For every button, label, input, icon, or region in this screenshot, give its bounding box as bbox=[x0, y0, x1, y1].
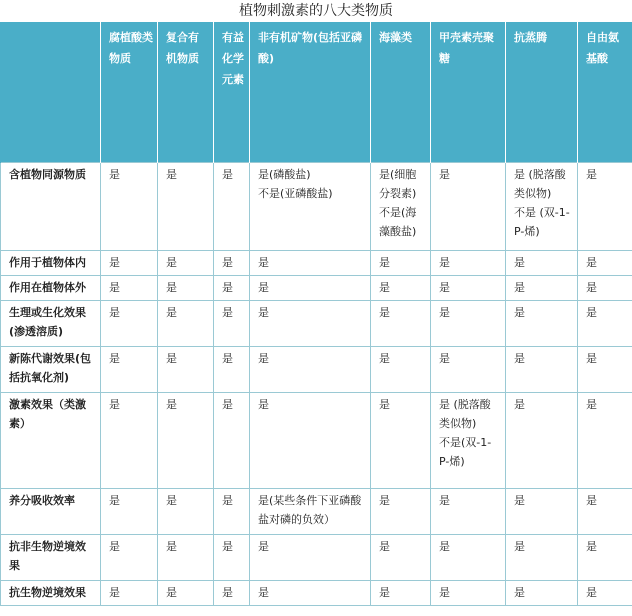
table-caption: 植物刺激素的八大类物质 bbox=[239, 3, 393, 19]
table-cell: 是 bbox=[371, 534, 431, 580]
table-cell: 是 bbox=[214, 275, 250, 300]
table-cell: 是 bbox=[214, 580, 250, 605]
table-cell: 是 bbox=[371, 275, 431, 300]
table-cell: 是(细胞分裂素) 不是(海藻酸盐) bbox=[371, 162, 431, 250]
table-cell: 是 bbox=[158, 346, 214, 392]
table-cell: 是 bbox=[578, 300, 632, 346]
row-label: 激素效果（类激素） bbox=[1, 392, 101, 488]
row-label: 作用于植物体内 bbox=[1, 250, 101, 275]
header-amino-acids: 自由氨基酸 bbox=[578, 22, 632, 162]
table-row bbox=[1, 275, 632, 300]
table-cell: 是 bbox=[158, 392, 214, 488]
table-cell: 是 bbox=[250, 300, 371, 346]
table-cell: 是 bbox=[506, 488, 578, 534]
table-cell: 是 bbox=[101, 580, 158, 605]
table-cell: 是 bbox=[431, 250, 506, 275]
table-cell: 是 bbox=[578, 580, 632, 605]
header-chitosan: 甲壳素壳聚糖 bbox=[431, 22, 506, 162]
table-cell: 是 bbox=[214, 488, 250, 534]
table-cell: 是 bbox=[250, 250, 371, 275]
table-row bbox=[1, 250, 632, 275]
table-cell: 是 bbox=[431, 300, 506, 346]
table-cell: 是 bbox=[158, 534, 214, 580]
table-cell: 是 bbox=[431, 275, 506, 300]
table-cell: 是 bbox=[578, 534, 632, 580]
biostimulant-comparison-table bbox=[0, 22, 632, 606]
table-cell: 是 bbox=[371, 392, 431, 488]
table-cell: 是 bbox=[158, 580, 214, 605]
row-label: 生理或生化效果(渗透溶质) bbox=[1, 300, 101, 346]
table-cell: 是 bbox=[506, 250, 578, 275]
table-row bbox=[1, 580, 632, 605]
table-cell: 是 bbox=[431, 162, 506, 250]
table-cell: 是 bbox=[158, 250, 214, 275]
table-row bbox=[1, 392, 632, 488]
table-cell: 是 bbox=[506, 534, 578, 580]
table-cell: 是 bbox=[431, 488, 506, 534]
header-humic-acid: 腐植酸类物质 bbox=[101, 22, 158, 162]
table-cell: 是 bbox=[101, 346, 158, 392]
table-cell: 是 bbox=[578, 250, 632, 275]
header-corner bbox=[1, 22, 101, 162]
table-row bbox=[1, 162, 632, 250]
header-beneficial-elements: 有益化学元素 bbox=[214, 22, 250, 162]
table-cell: 是 bbox=[371, 300, 431, 346]
header-antitranspirant: 抗蒸腾 bbox=[506, 22, 578, 162]
table-header-row bbox=[1, 22, 632, 162]
table-cell: 是 bbox=[431, 534, 506, 580]
row-label: 含植物同源物质 bbox=[1, 162, 101, 250]
table-cell: 是 bbox=[158, 300, 214, 346]
header-inorganic-minerals: 非有机矿物(包括亚磷酸) bbox=[250, 22, 371, 162]
table-cell: 是 bbox=[158, 275, 214, 300]
table-cell: 是 bbox=[578, 275, 632, 300]
table-cell: 是 bbox=[371, 580, 431, 605]
table-row bbox=[1, 300, 632, 346]
table-cell: 是 bbox=[101, 162, 158, 250]
table-cell: 是 bbox=[578, 162, 632, 250]
table-cell: 是 bbox=[101, 300, 158, 346]
table-row bbox=[1, 488, 632, 534]
row-label: 抗非生物逆境效果 bbox=[1, 534, 101, 580]
table-cell: 是 (脱落酸类似物) 不是 (双-1-P-烯) bbox=[506, 162, 578, 250]
table-cell: 是 bbox=[578, 392, 632, 488]
table-cell: 是 bbox=[371, 488, 431, 534]
table-cell: 是(某些条件下亚磷酸盐对磷的负效） bbox=[250, 488, 371, 534]
table-cell: 是 bbox=[250, 275, 371, 300]
table-cell: 是 bbox=[371, 346, 431, 392]
table-cell: 是 bbox=[371, 250, 431, 275]
table-cell: 是 bbox=[101, 488, 158, 534]
table-cell: 是 bbox=[214, 534, 250, 580]
row-label: 新陈代谢效果(包括抗氧化剂) bbox=[1, 346, 101, 392]
table-cell: 是 bbox=[250, 534, 371, 580]
row-label: 抗生物逆境效果 bbox=[1, 580, 101, 605]
table-cell: 是(磷酸盐) 不是(亚磷酸盐) bbox=[250, 162, 371, 250]
table-cell: 是 bbox=[506, 580, 578, 605]
table-cell: 是 bbox=[250, 346, 371, 392]
header-complex-organic: 复合有机物质 bbox=[158, 22, 214, 162]
row-label: 养分吸收效率 bbox=[1, 488, 101, 534]
header-seaweed: 海藻类 bbox=[371, 22, 431, 162]
table-cell: 是 (脱落酸类似物) 不是(双-1-P-烯) bbox=[431, 392, 506, 488]
table-row bbox=[1, 534, 632, 580]
table-cell: 是 bbox=[101, 392, 158, 488]
table-cell: 是 bbox=[101, 250, 158, 275]
table-cell: 是 bbox=[506, 300, 578, 346]
table-cell: 是 bbox=[158, 488, 214, 534]
table-cell: 是 bbox=[431, 346, 506, 392]
row-label: 作用在植物体外 bbox=[1, 275, 101, 300]
table-cell: 是 bbox=[250, 392, 371, 488]
table-row bbox=[1, 346, 632, 392]
table-cell: 是 bbox=[214, 346, 250, 392]
table-cell: 是 bbox=[214, 250, 250, 275]
table-cell: 是 bbox=[158, 162, 214, 250]
table-cell: 是 bbox=[250, 580, 371, 605]
table-cell: 是 bbox=[431, 580, 506, 605]
table-cell: 是 bbox=[578, 346, 632, 392]
table-cell: 是 bbox=[506, 392, 578, 488]
table-cell: 是 bbox=[101, 534, 158, 580]
table-cell: 是 bbox=[214, 392, 250, 488]
table-cell: 是 bbox=[214, 162, 250, 250]
table-cell: 是 bbox=[214, 300, 250, 346]
table-cell: 是 bbox=[506, 346, 578, 392]
table-cell: 是 bbox=[101, 275, 158, 300]
table-cell: 是 bbox=[578, 488, 632, 534]
table-cell: 是 bbox=[506, 275, 578, 300]
